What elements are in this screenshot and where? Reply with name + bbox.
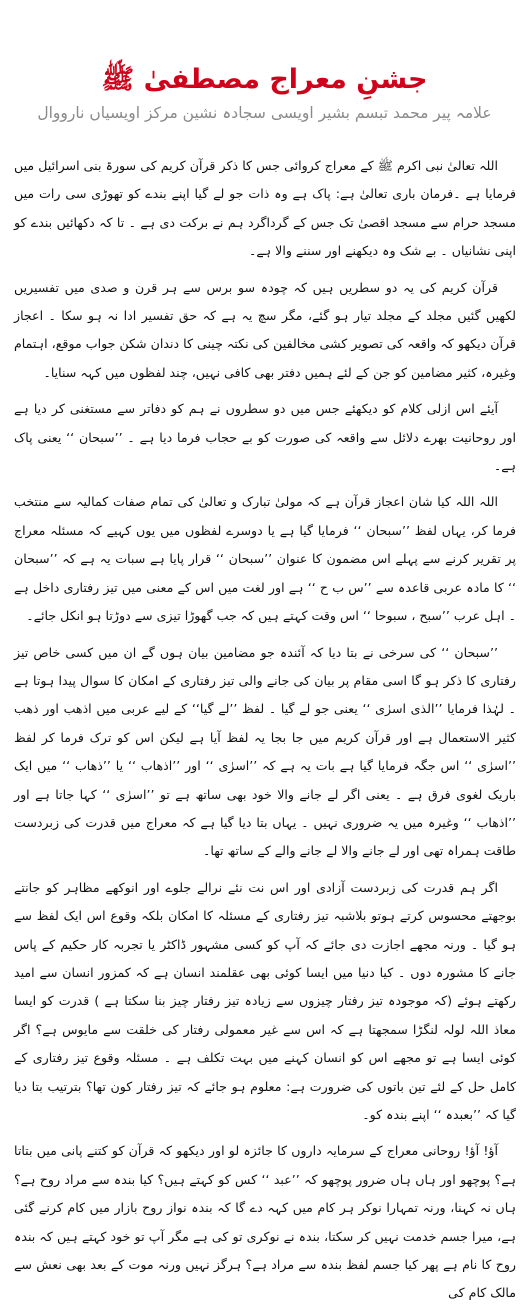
paragraph: آیئے اس ازلی کلام کو دیکھئے جس میں دو سطروں نے ہم کو دفاتر سے مستغنی کر دیا ہے اور روحانیت بھرے دلائل سے واقعہ کی صورت کو بے حجاب فرما دیا ہے ۔ ’’سبحان ‘‘ یعنی پاک ہے۔	[14, 401, 516, 474]
paragraph: آؤ! آؤ! روحانی معراج کے سرمایہ داروں کا جائزہ لو اور دیکھو کہ قرآن کو کتنے پانی میں بتاتا ہے؟ پوچھو اور ہاں ہاں ضرور پوچھو کہ ’’عبد ‘‘ کس کو کہتے ہیں؟ کیا بندہ سے مراد روح ہے؟ ہاں نہ کہنا، ورنہ تمہارا نوکر ہر کام میں کہہ دے گا کہ بندہ نواز روح بازار میں کام کرنے گئی ہے، میرا جسم خدمت نہیں کر سکتا، بندہ نے نوکری تو کی ہے مگر آپ تو خود کہتے ہیں کہ بندہ روح کا نام ہے پھر کیا جسم لفظ بندہ سے مراد ہے؟ ہرگز نہیں ورنہ موت کے بعد بھی نعش سے مالک کام کی	[14, 1143, 516, 1301]
paragraph: اللہ تعالیٰ نبی اکرم ﷺ کے معراج کروائی جس کا ذکر قرآن کریم کی سورۃ بنی اسرائیل میں فرمایا ہے ۔فرمان باری تعالیٰ ہے: پاک ہے وہ ذات جو لے گیا اپنے بندے کو تھوڑی سی رات میں مسجد حرام سے مسجد اقصیٰ تک جس کے گرداگرد ہم نے برکت دی ہے ۔ تا کہ دکھائیں بندے کو اپنی نشانیاں ۔ بے شک وہ دیکھنے اور سننے والا ہے۔	[14, 158, 516, 259]
paragraph: اللہ اللہ کیا شان اعجاز قرآن ہے کہ مولیٰ تبارک و تعالیٰ کی تمام صفات کمالیہ سے منتخب فرما کر، یہاں لفظ ’’سبحان ‘‘ فرمایا گیا ہے یا دوسرے لفظوں میں یوں کہیے کہ مسئلہ معراج پر تقریر کرنے سے پہلے اس مضمون کا عنوان ’’سبحان ‘‘ قرار پایا ہے سبات یہ ہے کہ ’’سبحان ‘‘ کا مادہ عربی قاعدہ سے ’’س ب ح ‘‘ ہے اور لغت میں اس کے معنی میں تیز رفتاری داخل ہے ۔ اہل عرب ’’سبح ، سبوحا ‘‘ اس وقت کہتے ہیں کہ جب گھوڑا تیزی سے دوڑتا ہو انکل جائے۔	[14, 494, 516, 624]
author-byline: علامہ پیر محمد تبسم بشیر اویسی سجادہ نشین مرکز اویسیاں نارووال	[37, 104, 492, 122]
paragraph: قرآن کریم کی یہ دو سطریں ہیں کہ چودہ سو برس سے ہر قرن و صدی میں تفسیریں لکھیں گئیں مجلد کے مجلد تیار ہو گئے، مگر سچ یہ ہے کہ حق تفسیر ادا نہ ہو سکا ۔ اعجاز قرآن دیکھو کہ واقعہ کی تصویر کشی مخالفین کی نکتہ چینی کا دندان شکن جواب موقع، اہتمام وغیرہ، کثیر مضامین کو جن کے لئے ہمیں دفتر بھی کافی نہیں، چند لفظوں میں کہہ سنایا۔	[14, 279, 516, 380]
paragraph: ’’سبحان ‘‘ کی سرخی نے بتا دیا کہ آئندہ جو مضامین بیان ہوں گے ان میں کسی خاص تیز رفتاری کا ذکر ہو گا اسی مقام پر بیان کی جانے والی تیز رفتاری کے امکان کا سوال پیدا ہوتا ہے ۔ لہٰذا فرمایا ’’الذی اسرٰی ‘‘ یعنی جو لے گیا ۔ لفظ ’’لے گیا‘‘ کے لیے عربی میں اذھب اور ذھب کثیر الاستعمال ہے اور قرآن کریم میں جا بجا یہ لفظ آیا ہے لیکن اس کو ترک فرما کر لفظ ’’اسرٰی ‘‘ اس جگہ فرمایا گیا ہے بات یہ ہے کہ ’’اسرٰی ‘‘ اور ’’اذھاب ‘‘ یا ’’ذھاب ‘‘ میں ایک باریک لغوی فرق ہے ۔ یعنی اگر لے جانے والا خود بھی ساتھ ہے تو ’’اسرٰی ‘‘ کہا جاتا ہے اور ’’اذھاب ‘‘ وغیرہ میں یہ ضروری نہیں ۔ یہاں بتا دیا گیا ہے کہ معراج میں قدرت کی زبردست طاقت ہمراہ تھی اور لے جانے والا لے جانے والے کے ساتھ تھا۔	[14, 644, 516, 859]
paragraph: اگر ہم قدرت کی زبردست آزادی اور اس نت نئے نرالے جلوے اور انوکھے مظاہر کو جانتے بوجھتے محسوس کرتے ہوتو بلاشبہ تیز رفتاری کے مسئلہ کا امکان بلکہ وقوع اس ایک لفظ سے ہو گیا ۔ ورنہ مجھے اجازت دی جائے کہ آپ کو کسی مشہور ڈاکٹر یا تجربہ کار حکیم کے پاس جانے کا مشورہ دوں ۔ کیا دنیا میں ایسا کوئی بھی عقلمند انسان ہے کہ کمزور انسان سے امید رکھتے ہوئے (کہ موجودہ تیز رفتار چیزوں سے زیادہ تیز رفتار چیز بنا سکتا ہے ) قدرت کو ایسا معاذ اللہ لولہ لنگڑا سمجھتا ہے کہ اس سے غیر معمولی رفتار کی خلقت سے مایوس ہے؟ اگر کوئی ایسا ہے تو مجھے اس کو انسان کہنے میں بہت تکلف ہے ۔ مسئلہ وقوع تیز رفتاری کے کامل حل کے لئے تین باتوں کی ضرورت ہے: معلوم ہو جائے کہ تیز رفتار کون تھا؟ بترتیب بتا دیا گیا کہ ’’بعبدہ ‘‘ اپنے بندہ کو۔	[14, 879, 516, 1122]
page-title: جشنِ معراج مصطفیٰ ﷺ	[101, 64, 428, 96]
article-body	[14, 152, 516, 1316]
